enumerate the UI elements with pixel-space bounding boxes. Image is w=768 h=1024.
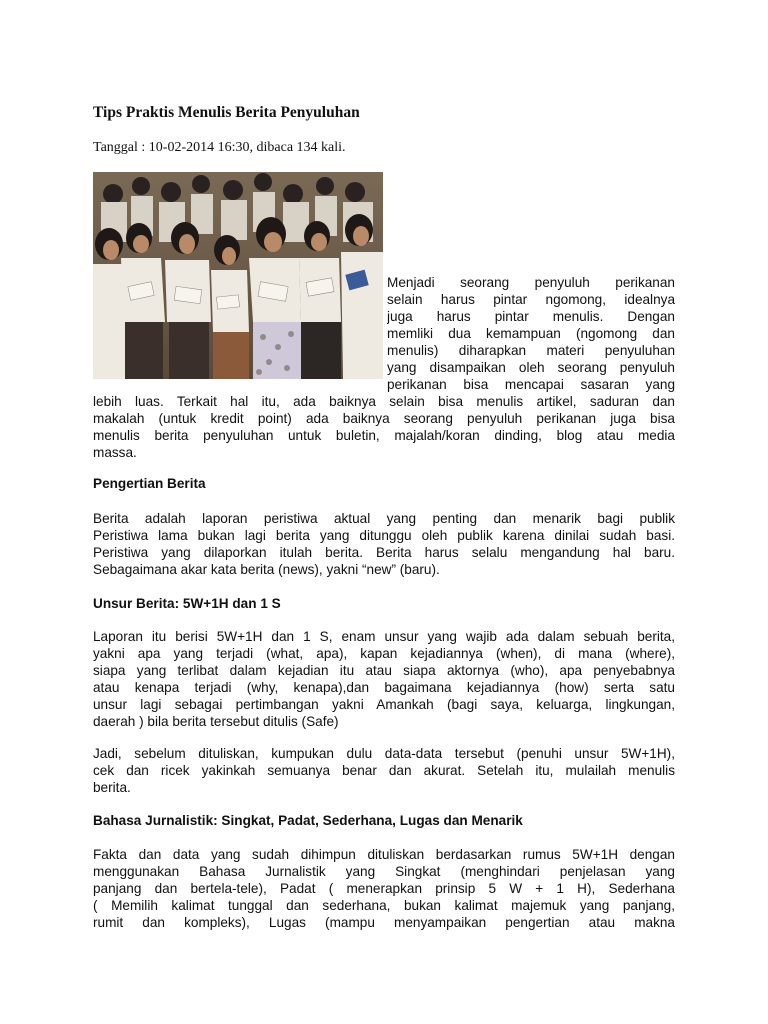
intro-side-text — [387, 274, 675, 393]
intro-line: menulis) diharapkan materi penyuluhan — [387, 343, 675, 358]
intro-line: menulis berita penyuluhan untuk buletin, majalah/koran dinding, blog atau media — [93, 428, 675, 443]
paragraph-line: Laporan itu berisi 5W+1H dan 1 S, enam unsur yang wajib ada dalam sebuah berita, — [93, 629, 675, 644]
intro-line: selain harus pintar ngomong, idealnya — [387, 292, 675, 307]
paragraph-line: menggunakan Bahasa Jurnalistik yang Singkat (menghindari penjelasan yang — [93, 864, 675, 879]
paragraph-line: Fakta dan data yang sudah dihimpun dituliskan berdasarkan rumus 5W+1H dengan — [93, 847, 675, 862]
paragraph-line: yakni apa yang terjadi (what, apa), kapan kejadiannya (when), di mana (where), — [93, 646, 675, 661]
section-heading-pengertian: Pengertian Berita — [93, 476, 206, 491]
section-heading-unsur: Unsur Berita: 5W+1H dan 1 S — [93, 596, 281, 611]
intro-line: yang disampaikan oleh seorang penyuluh — [387, 360, 675, 375]
section-heading-bahasa: Bahasa Jurnalistik: Singkat, Padat, Sederhana, Lugas dan Menarik — [93, 813, 523, 828]
intro-line: makalah (untuk kredit point) ada baiknya seorang penyuluh perikanan juga bisa — [93, 411, 675, 426]
paragraph-line: atau kenapa terjadi (why, kenapa),dan bagaimana kejadiannya (how) serta satu — [93, 680, 675, 695]
intro-line: juga harus pintar menulis. Dengan — [387, 309, 675, 324]
paragraph-line: unsur lagi sebagai pertimbangan yakni Amankah (bagi saya, keluarga, lingkungan, — [93, 697, 675, 712]
intro-line: lebih luas. Terkait hal itu, ada baiknya selain bisa menulis artikel, saduran dan — [93, 394, 675, 409]
intro-paragraph — [93, 393, 675, 461]
paragraph-line: Berita adalah laporan peristiwa aktual yang penting dan menarik bagi publik — [93, 511, 675, 526]
paragraph-line: Peristiwa yang dilaporkan itulah berita. Berita harus selalu mengandung hal baru. — [93, 545, 675, 560]
article-photo — [93, 172, 383, 379]
section-paragraph-pengertian — [93, 510, 675, 578]
paragraph-line: cek dan ricek yakinkah semuanya benar dan akurat. Setelah itu, mulailah menulis — [93, 763, 675, 778]
intro-line: Menjadi seorang penyuluh perikanan — [387, 275, 675, 290]
section-paragraph-unsur — [93, 628, 675, 730]
paragraph-line: Sebagaimana akar kata berita (news), yakni “new” (baru). — [93, 562, 440, 577]
paragraph-line: berita. — [93, 780, 131, 795]
article-title: Tips Praktis Menulis Berita Penyuluhan — [93, 104, 360, 121]
paragraph-line: siapa yang terlibat dalam kejadian itu atau siapa aktornya (who), apa penyebabnya — [93, 663, 675, 678]
intro-line: massa. — [93, 445, 137, 460]
intro-line: memliki dua kemampuan (ngomong dan — [387, 326, 675, 341]
article-dateline: Tanggal : 10-02-2014 16:30, dibaca 134 kali. — [93, 140, 346, 155]
paragraph-line: panjang dan bertela-tele), Padat ( menerapkan prinsip 5 W + 1 H), Sederhana — [93, 881, 675, 896]
paragraph-line: Peristiwa lama bukan lagi berita yang ditunggu oleh publik karena dinilai sudah basi. — [93, 528, 675, 543]
paragraph-line: rumit dan kompleks), Lugas (mampu menyampaikan pengertian atau makna — [93, 915, 675, 930]
section-paragraph-bahasa — [93, 846, 675, 931]
paragraph-line: ( Memilih kalimat tunggal dan sederhana, bukan kalimat majemuk yang panjang, — [93, 898, 675, 913]
section-paragraph-unsur-2 — [93, 745, 675, 796]
intro-line: perikanan bisa mencapai sasaran yang — [387, 377, 675, 392]
paragraph-line: daerah ) bila berita tersebut ditulis (Safe) — [93, 714, 339, 729]
paragraph-line: Jadi, sebelum dituliskan, kumpukan dulu data-data tersebut (penuhi unsur 5W+1H), — [93, 746, 675, 761]
